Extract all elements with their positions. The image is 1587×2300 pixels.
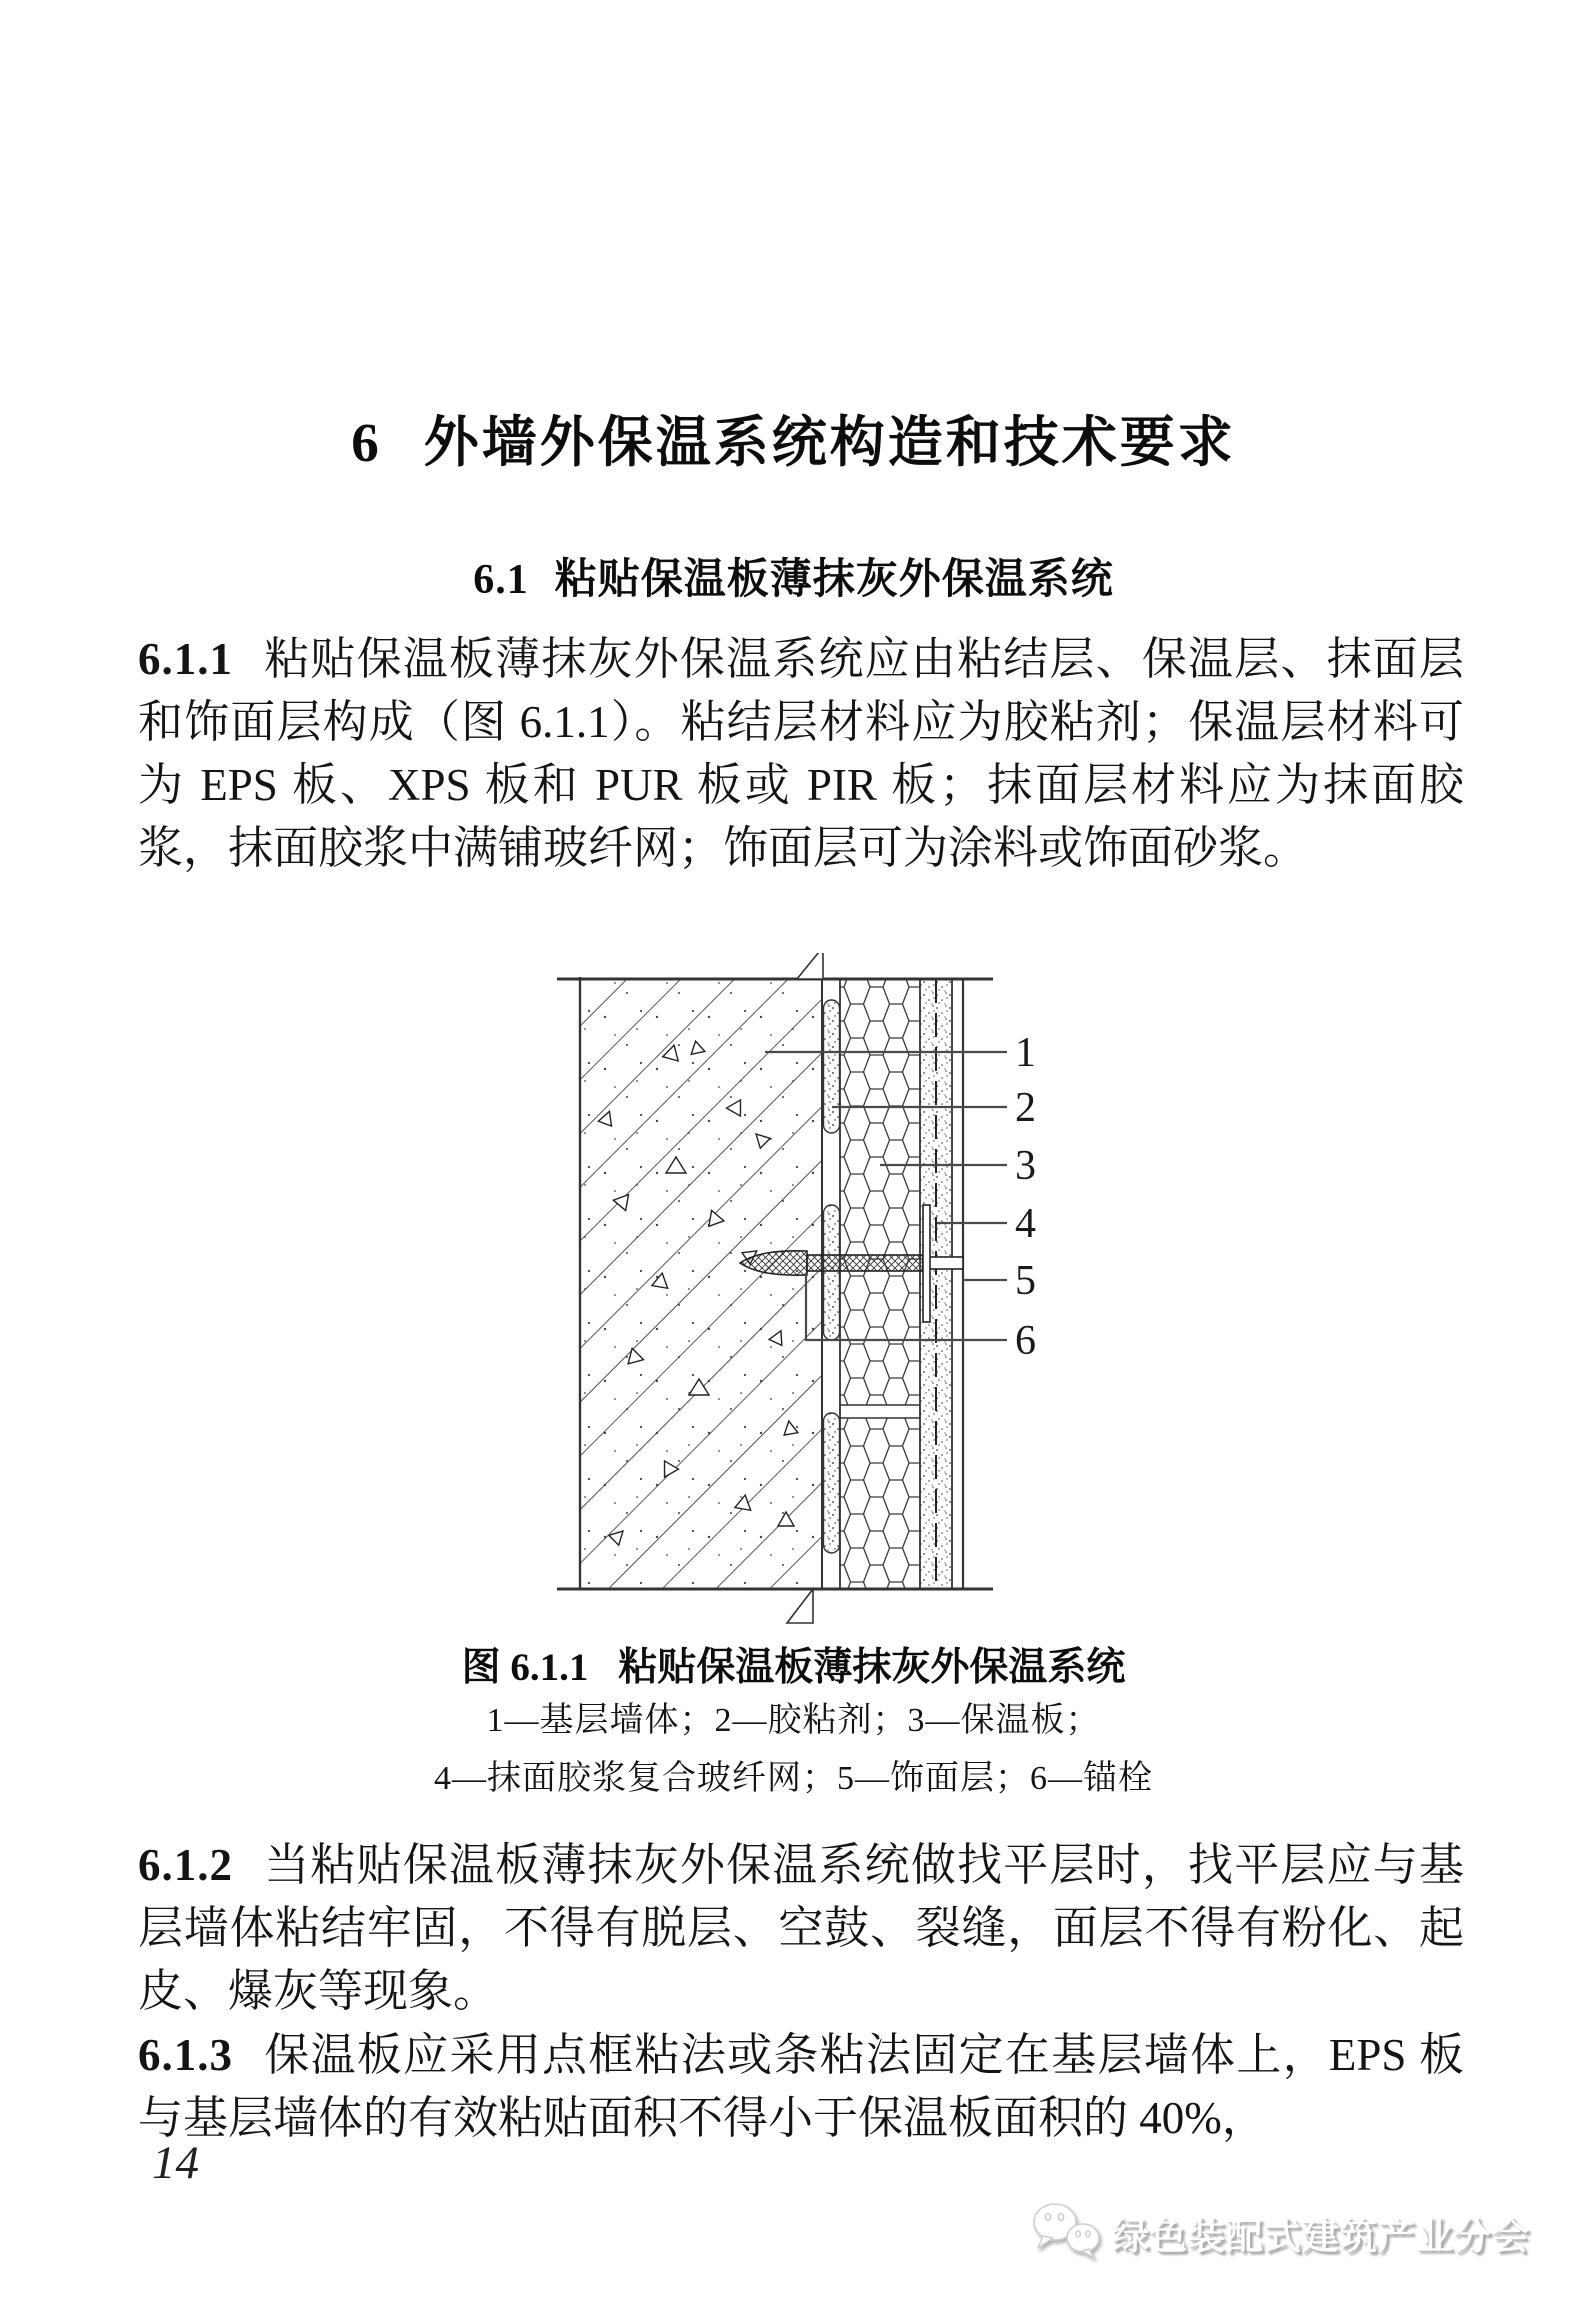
figure-6-1-1-diagram: [545, 953, 1050, 1625]
section-heading: [0, 546, 1587, 606]
clause-number: 6.1.2: [138, 1840, 233, 1890]
figure-caption-number: 图 6.1.1: [461, 1646, 589, 1689]
break-mark-top: [797, 953, 823, 979]
clause-6-1-2: [138, 1834, 1464, 2023]
clause-6-1-1: [138, 628, 1464, 880]
clause-number: 6.1.1: [138, 634, 233, 684]
clause-6-1-3: [138, 2024, 1464, 2150]
insulation-board: [840, 979, 920, 1589]
layer-label-5: 5: [1015, 1258, 1036, 1304]
figure-caption-title: 粘贴保温板薄抹灰外保温系统: [618, 1646, 1126, 1689]
break-mark-bottom: [787, 1589, 813, 1623]
board-joint: [840, 1405, 920, 1418]
wechat-icon: [1030, 2200, 1104, 2265]
watermark-text: 绿色装配式建筑产业分会: [1112, 2216, 1530, 2258]
figure-legend-line-1: 1—基层墙体；2—胶粘剂；3—保温板；: [486, 1702, 1101, 1739]
wall-section-drawing: [545, 953, 1050, 1625]
clause-text: 当粘贴保温板薄抹灰外保温系统做找平层时，找平层应与基层墙体粘结牢固，不得有脱层、空鼓、裂缝，面层不得有粉化、起皮、爆灰等现象。: [138, 1840, 1464, 2016]
adhesive-dabs: [824, 1000, 840, 1553]
layer-label-1: 1: [1015, 1030, 1036, 1076]
section-number: 6.1: [473, 557, 529, 603]
clause-text: 保温板应采用点框粘法或条粘法固定在基层墙体上，EPS 板与基层墙体的有效粘贴面积不得小于保温板面积的 40%，: [138, 2030, 1464, 2143]
layer-label-4: 4: [1015, 1201, 1036, 1247]
layer-label-3: 3: [1015, 1143, 1036, 1189]
chapter-heading: [0, 398, 1587, 477]
clause-number: 6.1.3: [138, 2030, 233, 2080]
chapter-title-text: 外墙外保温系统构造和技术要求: [423, 412, 1236, 473]
base-wall-hatch: [580, 979, 822, 1589]
layer-labels: [1015, 1030, 1036, 1364]
chapter-number: 6: [351, 412, 382, 473]
anchor-washer: [923, 1205, 930, 1322]
footer-watermark: [1030, 2200, 1530, 2265]
page-number: 14: [152, 2137, 199, 2189]
figure-caption: [0, 1636, 1587, 1692]
figure-legend-line-2: 4—抹面胶浆复合玻纤网；5—饰面层；6—锚栓: [434, 1760, 1153, 1797]
section-title-text: 粘贴保温板薄抹灰外保温系统: [554, 557, 1114, 603]
layer-label-6: 6: [1015, 1318, 1036, 1364]
layer-label-2: 2: [1015, 1085, 1036, 1131]
clause-text: 粘贴保温板薄抹灰外保温系统应由粘结层、保温层、抹面层和饰面层构成（图 6.1.1）。粘结层材料应为胶粘剂；保温层材料可为 EPS 板、XPS 板和 PUR 板或 PIR 板；抹面层材料应为抹面胶浆，抹面胶浆中满铺玻纤网；饰面层可为涂料或饰面砂浆。: [138, 634, 1464, 873]
